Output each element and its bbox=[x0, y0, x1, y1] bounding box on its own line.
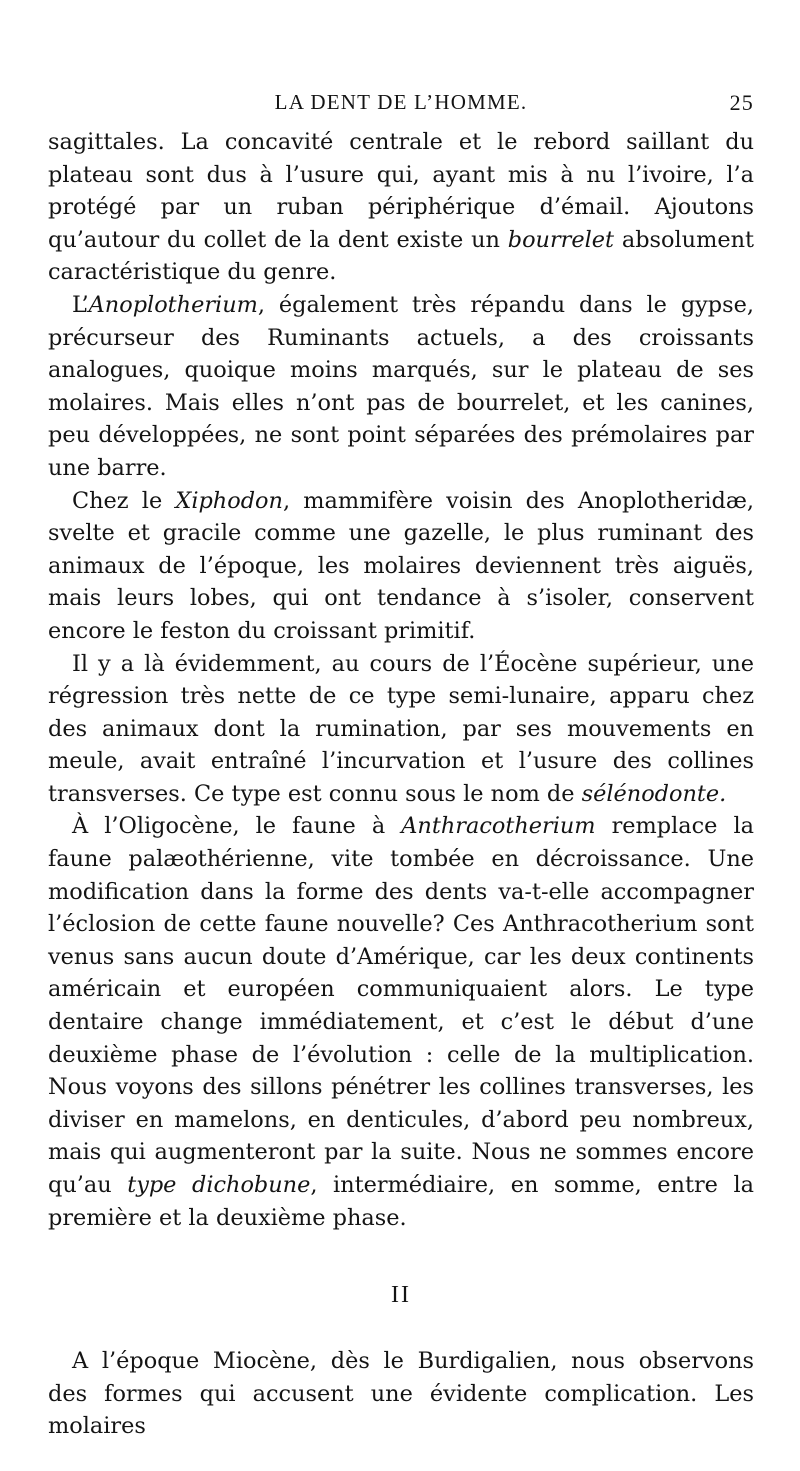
page-number: 25 bbox=[729, 90, 754, 115]
text-run: A l’époque Miocène, dès le Burdigalien, nous observons des formes qui accusent une évidente complication. Les molaires bbox=[48, 1348, 754, 1440]
running-title: LA DENT DE L’HOMME. bbox=[274, 90, 528, 114]
italic-term: Anoplotherium bbox=[88, 291, 258, 318]
running-head bbox=[48, 80, 754, 126]
text-run: , intermédiaire, en somme, entre la première et la deuxième phase. bbox=[48, 1172, 754, 1231]
text-run: L’ bbox=[72, 291, 89, 318]
text-run: Chez le bbox=[72, 487, 176, 514]
italic-term: Xiphodon bbox=[175, 487, 283, 514]
body-text-continued bbox=[48, 1345, 754, 1443]
paragraph bbox=[48, 648, 754, 811]
italic-term: Anthracotherium bbox=[401, 813, 596, 840]
paragraph bbox=[48, 810, 754, 1234]
text-run: remplace la faune palæothérienne, vite tombée en décroissance. Une modification dans la forme des dents va-t-elle accompagner l’éclosion de cette faune nouvelle? Ces Anthracotherium sont venus sans aucun doute d’Amérique, car les deux continents américain et européen communiquaient alors. Le type dentaire change immédiatement, et c’est le début d’une deuxième phase de l’évolution : celle de la multiplication. Nous voyons des sillons pénétrer les collines transverses, les diviser en mamelons, en denticules, d’abord peu nombreux, mais qui augmenteront par la suite. Nous ne sommes encore qu’au bbox=[48, 813, 754, 1198]
paragraph bbox=[48, 1345, 754, 1443]
text-run: sagittales. La concavité centrale et le rebord saillant du plateau sont dus à l’usure qui, ayant mis à nu l’ivoire, l’a protégé par un ruban périphérique d’émail. Ajoutons qu’autour du collet de la dent existe un bbox=[48, 129, 754, 253]
body-text bbox=[48, 126, 754, 1234]
italic-term: sélénodonte. bbox=[581, 780, 727, 807]
text-run: , également très répandu dans le gypse, précurseur des Ruminants actuels, a des croissants analogues, quoique moins marqués, sur le plateau de ses molaires. Mais elles n’ont pas de bourrelet, et les canines, peu développées, ne sont point séparées des prémolaires par une barre. bbox=[48, 291, 754, 481]
text-run: À l’Oligocène, le faune à bbox=[72, 813, 402, 840]
text-run: absolument caractéristique du genre. bbox=[48, 226, 754, 286]
text-run: , mammifère voisin des Anoplotheridæ, svelte et gracile comme une gazelle, le plus ruminant des animaux de l’époque, les molaires deviennent très aiguës, mais leurs lobes, qui ont tendance à s’isoler, conservent encore le feston du croissant primitif. bbox=[48, 487, 754, 644]
italic-term: bourrelet bbox=[507, 226, 615, 253]
text-run: Il y a là évidemment, au cours de l’Éocène supérieur, une régression très nette de ce type semi-lunaire, apparu chez des animaux dont la rumination, par ses mouvements en meule, avait entraîné l’incurvation et l’usure des collines transverses. Ce type est connu sous le nom de bbox=[48, 650, 754, 807]
book-page bbox=[48, 80, 754, 1443]
paragraph bbox=[48, 289, 754, 485]
paragraph bbox=[48, 485, 754, 648]
paragraph bbox=[48, 126, 754, 289]
section-number: II bbox=[391, 1282, 411, 1309]
italic-term: type dichobune bbox=[127, 1172, 311, 1198]
